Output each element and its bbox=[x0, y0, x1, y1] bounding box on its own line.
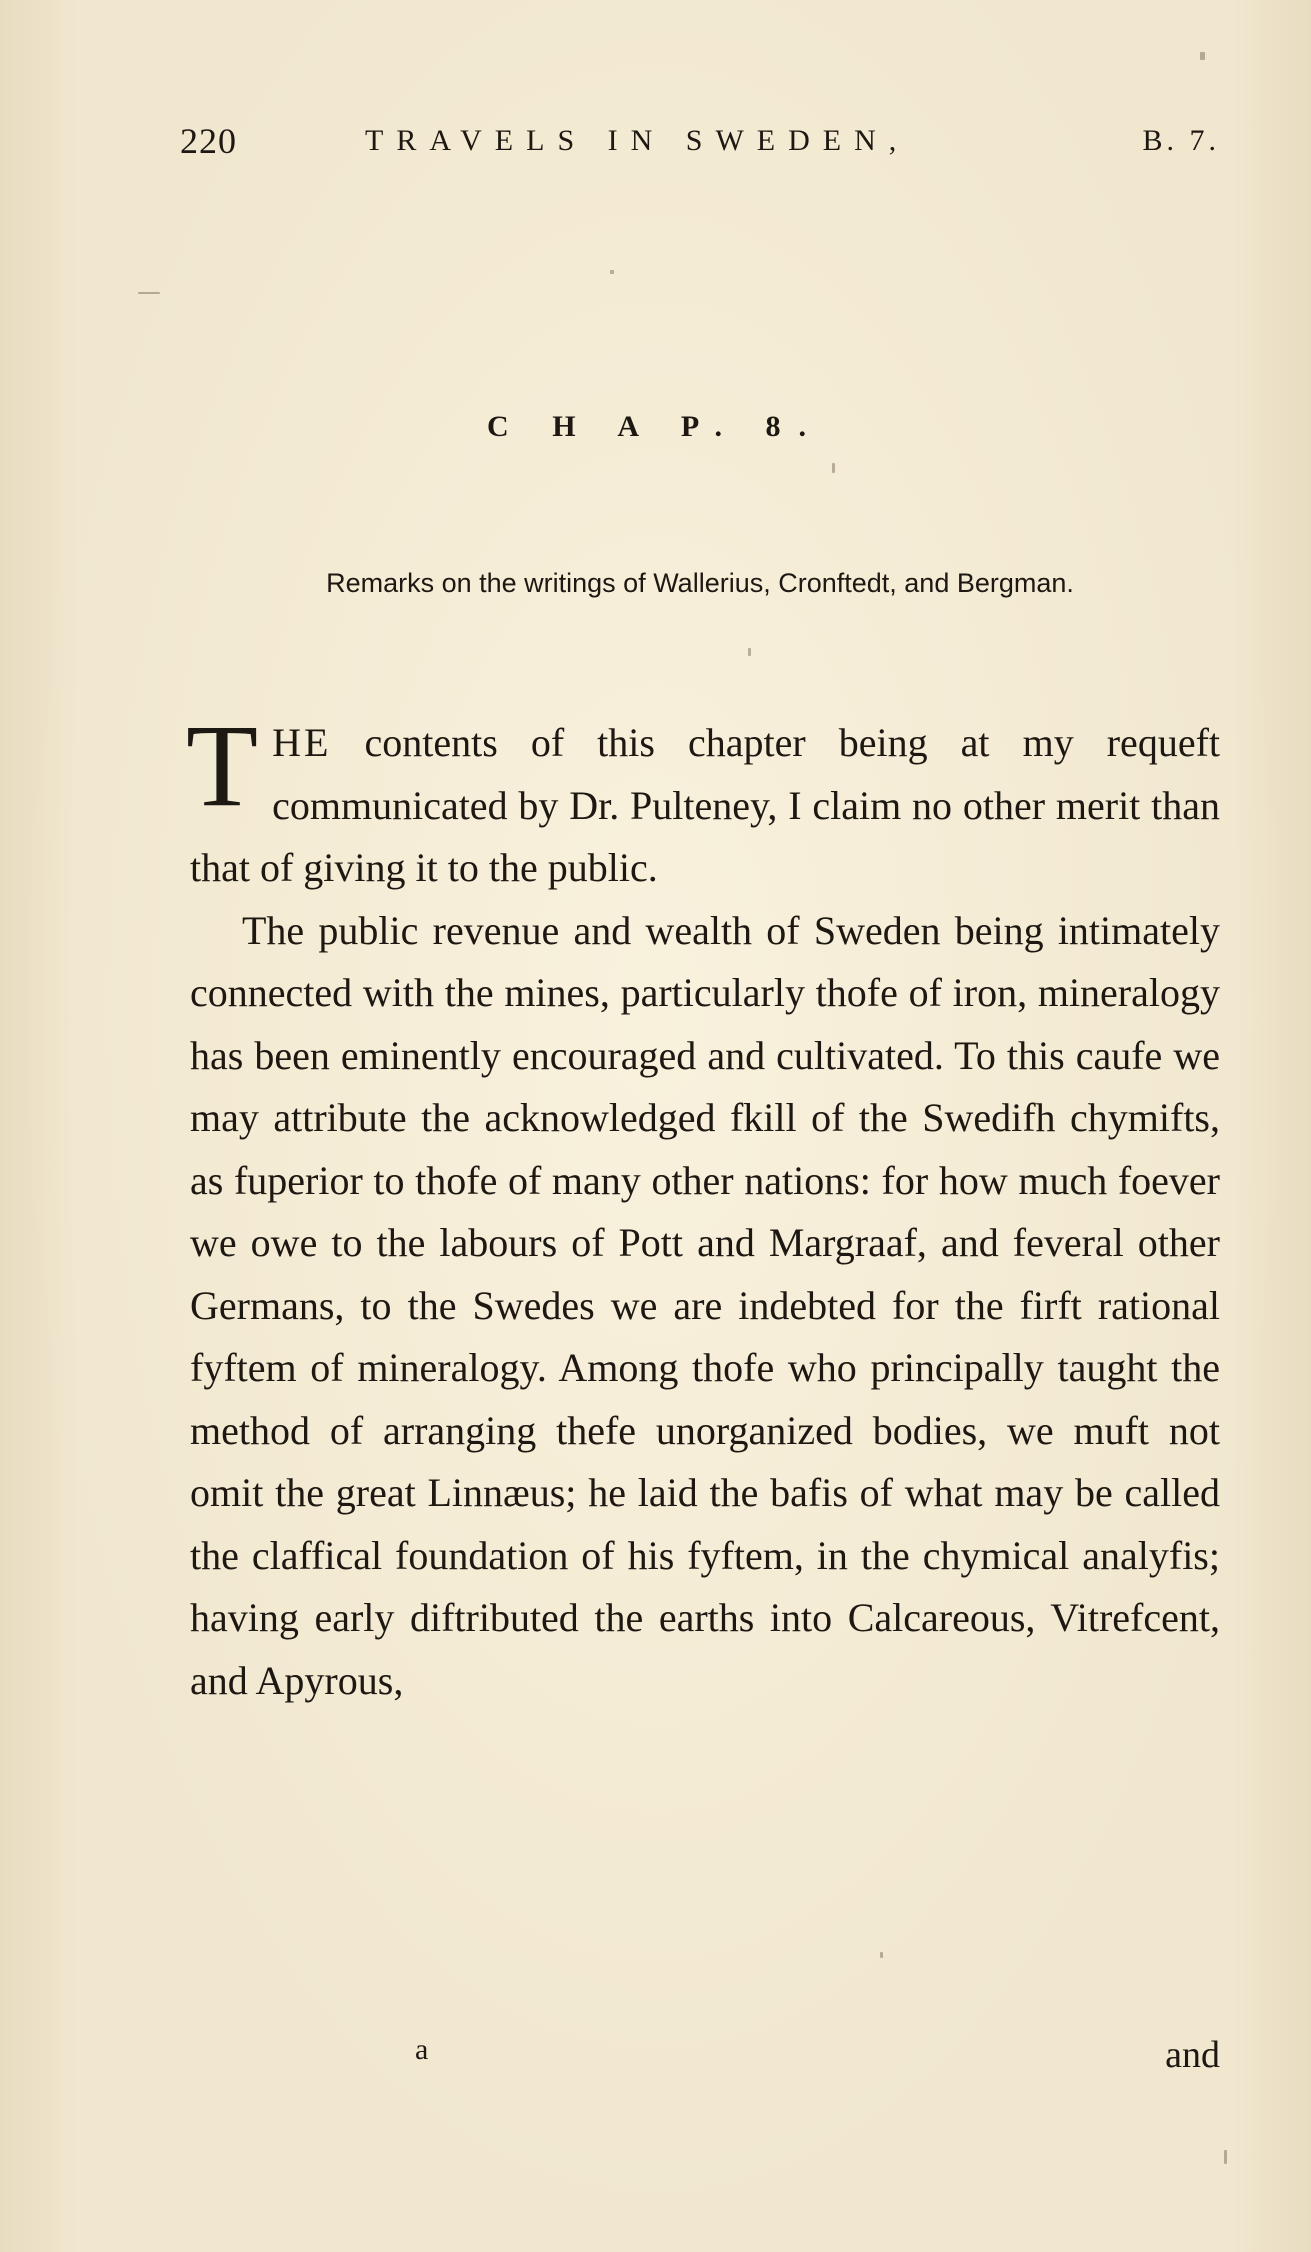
section-marker: B. 7. bbox=[1142, 124, 1220, 157]
paragraph-1 bbox=[186, 700, 1221, 900]
paper-speck bbox=[1224, 2150, 1227, 2164]
paper-speck bbox=[748, 648, 751, 656]
paper-speck bbox=[832, 463, 835, 473]
paper-speck bbox=[880, 1952, 883, 1958]
paper-speck bbox=[610, 270, 614, 274]
catchword: and bbox=[1165, 2034, 1220, 2076]
chapter-heading: C H A P. 8. bbox=[487, 410, 824, 443]
paragraph-1-text: contents of this chapter being at my requeft communicated by Dr. Pulteney, I claim no other merit than that of giving it to the public. bbox=[190, 720, 1221, 890]
drop-cap: T bbox=[186, 700, 259, 831]
page-number: 220 bbox=[180, 121, 237, 161]
signature-mark: a bbox=[415, 2033, 429, 2066]
running-head: TRAVELS IN SWEDEN, bbox=[365, 124, 910, 157]
paper-speck bbox=[138, 292, 160, 294]
page-footer bbox=[190, 2033, 1220, 2093]
chapter-subtitle: Remarks on the writings of Wallerius, Cronftedt, and Bergman. bbox=[326, 568, 1074, 598]
paragraph-1-caps: HE bbox=[272, 720, 332, 765]
paragraph-2: The public revenue and wealth of Sweden being intimately connected with the mines, particularly thofe of iron, mineralogy has been eminently encouraged and cultivated. To this caufe we may attribute the acknowledged fkill of the Swedifh chymifts, as fuperior to thofe of many other nations: for how much foever we owe to the labours of Pott and Margraaf, and feveral other Germans, to the Swedes we are indebted for the firft rational fyftem of mineralogy. Among thofe who principally taught the method of arranging thefe unorganized bodies, we muft not omit the great Linnæus; he laid the bafis of what may be called the claffical foundation of his fyftem, in the chymical analyfis; having early diftributed the earths into Calcareous, Vitrefcent, and Apyrous, bbox=[190, 907, 1220, 1703]
paper-speck bbox=[1200, 52, 1205, 60]
page-header bbox=[180, 120, 1220, 180]
body-text bbox=[186, 700, 1221, 1712]
